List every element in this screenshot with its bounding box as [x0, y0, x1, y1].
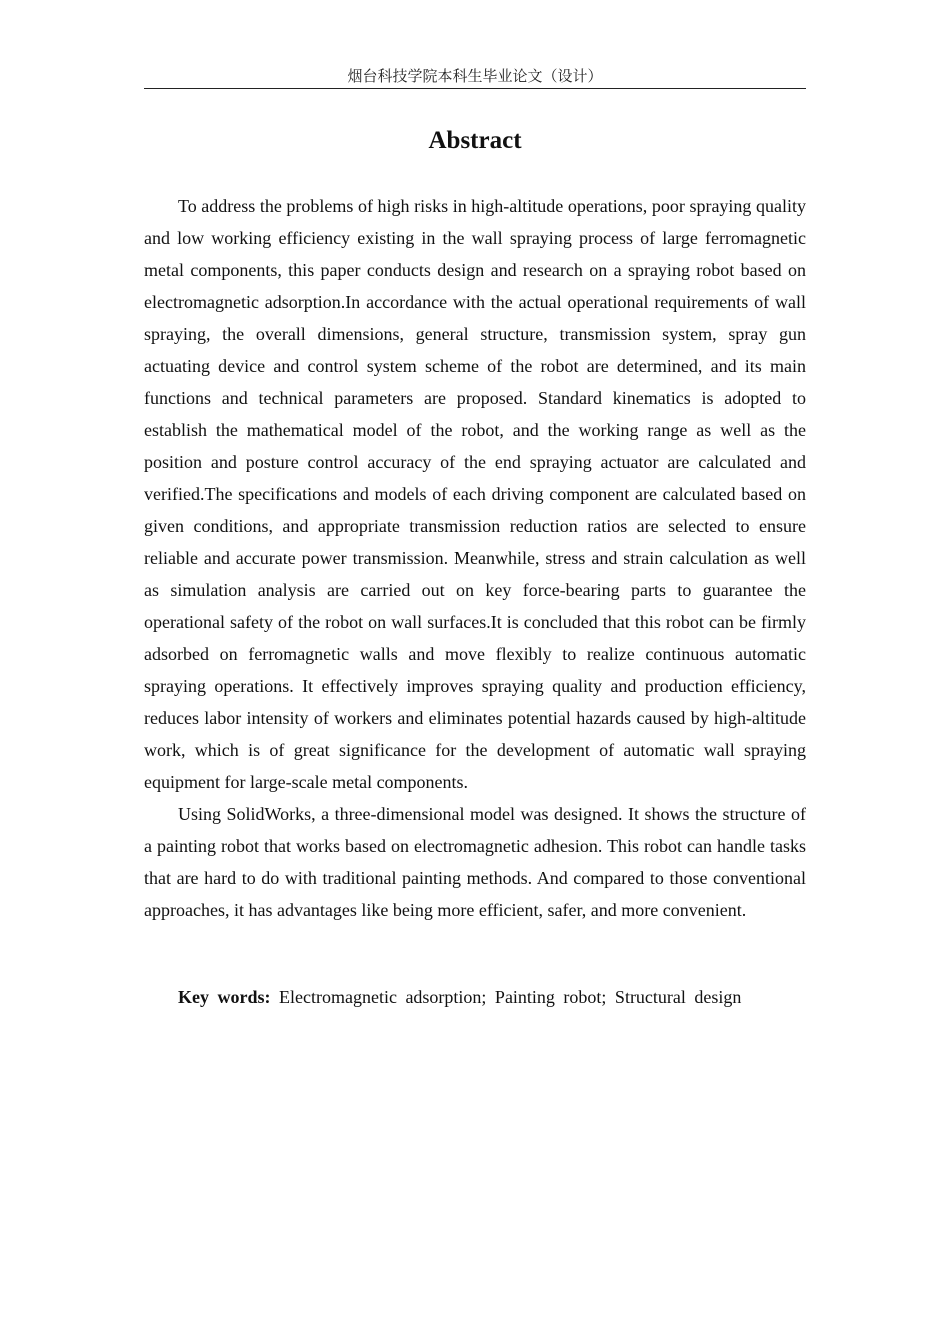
abstract-body	[144, 190, 806, 926]
header-rule	[144, 88, 806, 89]
abstract-paragraph-2: Using SolidWorks, a three-dimensional model was designed. It shows the structure of a painting robot that works based on electromagnetic adhesion. This robot can handle tasks that are hard to do with traditional painting methods. And compared to those conventional approaches, it has advantages like being more efficient, safer, and more convenient.	[144, 804, 806, 920]
running-header: 烟台科技学院本科生毕业论文（设计）	[347, 67, 603, 85]
page-title: Abstract	[428, 127, 522, 154]
keywords-value: Electromagnetic adsorption; Painting robot; Structural design	[279, 987, 742, 1007]
keywords-line	[144, 981, 806, 1013]
abstract-paragraph-1: To address the problems of high risks in high-altitude operations, poor spraying quality and low working efficiency existing in the wall spraying process of large ferromagnetic metal components, this paper conducts design and research on a spraying robot based on electromagnetic adsorption.In accordance with the actual operational requirements of wall spraying, the overall dimensions, general structure, transmission system, spray gun actuating device and control system scheme of the robot are determined, and its main functions and technical parameters are proposed. Standard kinematics is adopted to establish the mathematical model of the robot, and the working range as well as the position and posture control accuracy of the end spraying actuator are calculated and verified.The specifications and models of each driving component are calculated based on given conditions, and appropriate transmission reduction ratios are selected to ensure reliable and accurate power transmission. Meanwhile, stress and strain calculation as well as simulation analysis are carried out on key force-bearing parts to guarantee the operational safety of the robot on wall surfaces.It is concluded that this robot can be firmly adsorbed on ferromagnetic walls and move flexibly to realize continuous automatic spraying operations. It effectively improves spraying quality and production efficiency, reduces labor intensity of workers and eliminates potential hazards caused by high-altitude work, which is of great significance for the development of automatic wall spraying equipment for large-scale metal components.	[144, 196, 806, 792]
keywords-label: Key words:	[178, 987, 271, 1007]
